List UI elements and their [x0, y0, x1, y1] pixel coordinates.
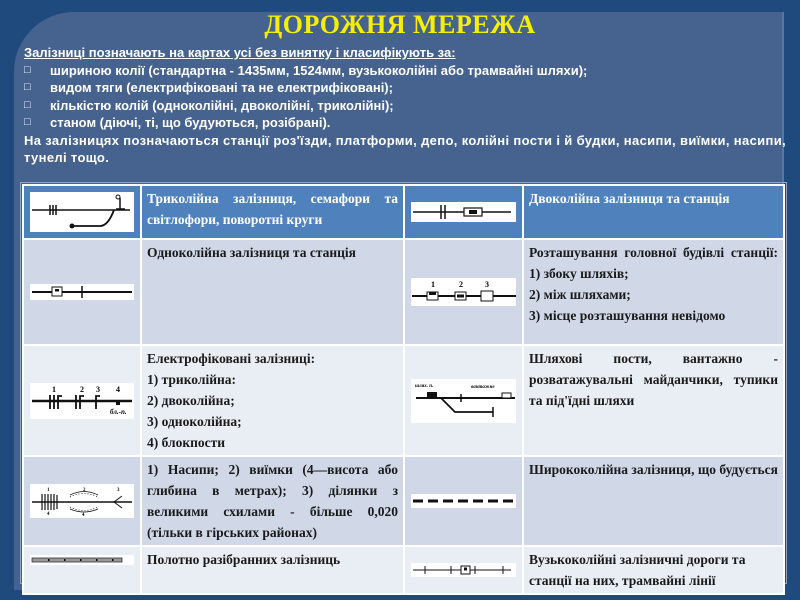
svg-text:4: 4	[116, 384, 120, 394]
bullet-item: □ станом (діючі, ті, що будуються, розібрані).	[24, 115, 331, 130]
intro-paragraph: На залізницях позначаються станції роз'їзди, платформи, депо, колійні пости і й будки, насипи, виїмки, насипи, тунелі тощо.	[24, 132, 786, 165]
bullet-item: □ кількістю колій (одноколійні, двоколійні, триколійні);	[24, 97, 394, 113]
svg-text:3: 3	[117, 488, 120, 493]
square-bullet-icon: □	[24, 98, 31, 111]
square-bullet-icon: □	[24, 116, 31, 128]
svg-text:1: 1	[52, 384, 56, 394]
legend-description: Полотно разібранних залізниць	[141, 546, 404, 594]
dismantled-railway-bed-symbol	[30, 555, 134, 565]
table-row	[23, 456, 784, 546]
table-row	[23, 546, 784, 594]
track-posts-sidings-symbol	[411, 379, 516, 423]
legend-description: Ширококолійна залізниця, що будується	[523, 456, 784, 546]
legend-description: Шляхові пости, вантажно - розватажувальні майданчики, тупики та під'їдні шляхи	[523, 345, 784, 456]
symbol-cell	[23, 345, 141, 456]
symbol-cell	[404, 456, 523, 546]
single-track-station-symbol	[30, 284, 134, 300]
symbol-cell	[404, 546, 523, 594]
svg-text:бл.-п.: бл.-п.	[110, 407, 127, 416]
symbol-cell	[404, 185, 523, 239]
legend-description: Двоколійна залізниця та станція	[523, 185, 784, 239]
square-bullet-icon: □	[24, 81, 31, 93]
legend-description: Триколійна залізниця, семафори та світлофори, поворотні круги	[141, 185, 404, 239]
svg-text:шлях. п.: шлях. п.	[415, 383, 434, 389]
legend-description: 1) Насипи; 2) виїмки (4—висота або глибина в метрах); 3) ділянки з великими схилами - більше 0,020 (тільки в гірських районах)	[141, 456, 404, 546]
double-track-station-symbol	[411, 202, 516, 222]
symbol-cell	[404, 345, 523, 456]
page-title: ДОРОЖНЯ МЕРЕЖА	[264, 10, 536, 39]
intro-text	[24, 44, 786, 167]
bullet-item: □ шириною колії (стандартна - 1435мм, 1524мм, вузькоколійні або трамвайні шляхи);	[24, 62, 588, 78]
symbol-label: 2	[459, 280, 463, 289]
symbol-label: 3	[485, 280, 489, 289]
legend-table	[22, 184, 785, 595]
symbol-cell	[23, 456, 141, 546]
svg-text:4: 4	[82, 513, 85, 518]
intro-lead: Залізниці позначають на картах усі без винятку і класифікують за:	[24, 45, 456, 60]
svg-text:вантажне: вантажне	[471, 384, 495, 390]
electrified-railway-symbol	[30, 383, 134, 419]
legend-description: Одноколійна залізниця та станція	[141, 239, 404, 345]
narrow-gauge-tram-symbol	[411, 563, 516, 577]
svg-text:3: 3	[96, 384, 100, 394]
legend-description: Вузькоколійні залізничні дороги та станції на них, трамвайні лінії	[523, 546, 784, 594]
svg-text:4: 4	[47, 512, 50, 517]
bullet-item: □ видом тяги (електрифіковані та не електрифіковані);	[24, 80, 393, 95]
svg-text:2: 2	[80, 384, 84, 394]
broad-gauge-under-construction-symbol	[411, 494, 516, 508]
symbol-label: 1	[431, 280, 435, 289]
symbol-cell	[23, 546, 141, 594]
station-building-position-symbol	[411, 278, 516, 306]
symbol-cell	[404, 239, 523, 345]
embankment-cutting-slope-symbol	[30, 484, 134, 518]
legend-description-list: Розташування головної будівлі станції: 1) збоку шляхів; 2) між шляхами; 3) місце розташування невідомо	[523, 239, 784, 345]
square-bullet-icon: □	[24, 63, 31, 76]
svg-text:2: 2	[83, 488, 86, 493]
triple-track-semaphore-turntable-symbol	[30, 192, 134, 232]
table-row	[23, 185, 784, 239]
table-row	[23, 345, 784, 456]
symbol-cell	[23, 239, 141, 345]
table-row	[23, 239, 784, 345]
svg-text:1: 1	[47, 488, 50, 493]
legend-description-list: Електрофіковані залізниці: 1) триколійна: 2) двоколійна; 3) одноколійна; 4) блокпости	[141, 345, 404, 456]
symbol-cell	[23, 185, 141, 239]
